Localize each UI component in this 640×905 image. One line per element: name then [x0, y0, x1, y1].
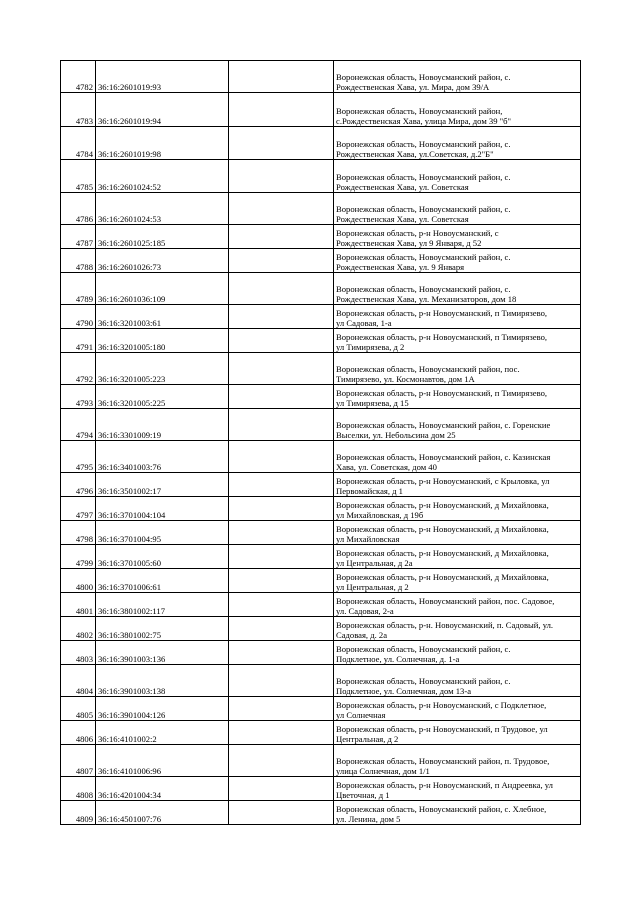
cadastral-number-cell: 36:16:4101006:96	[96, 745, 229, 777]
empty-cell	[229, 249, 334, 273]
empty-cell	[229, 697, 334, 721]
table-row	[61, 641, 581, 665]
empty-cell	[229, 593, 334, 617]
address-line: Рождественская Хава, ул. Советская	[336, 182, 469, 192]
address-line: ул Садовая, 1-а	[336, 318, 392, 328]
address-cell	[334, 409, 581, 441]
address-cell	[334, 353, 581, 385]
address-line: Воронежская область, р-н Новоусманский, с Подклетное,	[336, 700, 547, 710]
empty-cell	[229, 721, 334, 745]
table-row	[61, 745, 581, 777]
cadastral-number-cell: 36:16:3901003:138	[96, 665, 229, 697]
cadastral-number-cell: 36:16:3401003:76	[96, 441, 229, 473]
table-row	[61, 545, 581, 569]
address-line: с.Рождественская Хава, улица Мира, дом 39 "б"	[336, 116, 512, 126]
row-number-cell: 4798	[61, 521, 96, 545]
table-row	[61, 329, 581, 353]
empty-cell	[229, 617, 334, 641]
address-line: Воронежская область, р-н Новоусманский, д Михайловка,	[336, 500, 549, 510]
address-cell	[334, 273, 581, 305]
address-cell	[334, 521, 581, 545]
cadastral-number-cell: 36:16:2601026:73	[96, 249, 229, 273]
row-number-cell: 4791	[61, 329, 96, 353]
cadastral-number-cell: 36:16:3501002:17	[96, 473, 229, 497]
row-number-cell: 4787	[61, 225, 96, 249]
row-number-cell: 4783	[61, 93, 96, 127]
row-number-cell: 4802	[61, 617, 96, 641]
table-row	[61, 665, 581, 697]
row-number-cell: 4797	[61, 497, 96, 521]
address-cell	[334, 473, 581, 497]
row-number-cell: 4785	[61, 160, 96, 193]
cadastral-number-cell: 36:16:2601024:53	[96, 193, 229, 225]
cadastral-number-cell: 36:16:3201005:223	[96, 353, 229, 385]
address-line: ул Михайловская	[336, 534, 400, 544]
row-number-cell: 4807	[61, 745, 96, 777]
empty-cell	[229, 473, 334, 497]
address-line: Цветочная, д 1	[336, 790, 390, 800]
address-cell	[334, 329, 581, 353]
address-line: Воронежская область, Новоусманский район, с.	[336, 139, 511, 149]
empty-cell	[229, 545, 334, 569]
address-cell	[334, 497, 581, 521]
address-line: улица Солнечная, дом 1/1	[336, 766, 430, 776]
row-number-cell: 4789	[61, 273, 96, 305]
row-number-cell: 4786	[61, 193, 96, 225]
empty-cell	[229, 225, 334, 249]
registry-table-body	[61, 61, 581, 825]
cadastral-number-cell: 36:16:3801002:117	[96, 593, 229, 617]
address-line: Воронежская область, р-н Новоусманский, д Михайловка,	[336, 524, 549, 534]
address-line: ул Тимирязева, д 15	[336, 398, 409, 408]
cadastral-number-cell: 36:16:4501007:76	[96, 801, 229, 825]
cadastral-number-cell: 36:16:3701006:61	[96, 569, 229, 593]
address-line: Воронежская область, р-н. Новоусманский, п. Садовый, ул.	[336, 620, 554, 630]
table-row	[61, 225, 581, 249]
address-line: Воронежская область, Новоусманский район, с.	[336, 204, 511, 214]
cadastral-number-cell: 36:16:3301009:19	[96, 409, 229, 441]
cadastral-number-cell: 36:16:4101002:2	[96, 721, 229, 745]
row-number-cell: 4792	[61, 353, 96, 385]
empty-cell	[229, 385, 334, 409]
address-cell	[334, 441, 581, 473]
empty-cell	[229, 93, 334, 127]
empty-cell	[229, 521, 334, 545]
empty-cell	[229, 305, 334, 329]
address-cell	[334, 545, 581, 569]
address-line: ул Тимирязева, д 2	[336, 342, 405, 352]
address-line: Воронежская область, Новоусманский район, пос.	[336, 364, 520, 374]
table-row	[61, 160, 581, 193]
address-line: Хава, ул. Советская, дом 40	[336, 462, 437, 472]
row-number-cell: 4801	[61, 593, 96, 617]
address-line: Рождественская Хава, ул. Мира, дом 39/А	[336, 82, 490, 92]
address-cell	[334, 385, 581, 409]
empty-cell	[229, 409, 334, 441]
address-cell	[334, 305, 581, 329]
cadastral-number-cell: 36:16:2601019:98	[96, 127, 229, 160]
address-cell	[334, 93, 581, 127]
empty-cell	[229, 61, 334, 93]
address-line: Воронежская область, р-н Новоусманский, п Тимирязево,	[336, 332, 548, 342]
row-number-cell: 4784	[61, 127, 96, 160]
table-row	[61, 617, 581, 641]
table-row	[61, 521, 581, 545]
address-line: Воронежская область, р-н Новоусманский, с	[336, 228, 499, 238]
row-number-cell: 4794	[61, 409, 96, 441]
row-number-cell: 4808	[61, 777, 96, 801]
address-line: ул Михайловская, д 19б	[336, 510, 424, 520]
cadastral-number-cell: 36:16:3701004:104	[96, 497, 229, 521]
table-row	[61, 127, 581, 160]
address-line: Воронежская область, Новоусманский район, с.	[336, 284, 511, 294]
registry-table	[60, 60, 581, 825]
row-number-cell: 4805	[61, 697, 96, 721]
address-cell	[334, 127, 581, 160]
address-line: Воронежская область, Новоусманский район,	[336, 106, 503, 116]
row-number-cell: 4796	[61, 473, 96, 497]
empty-cell	[229, 193, 334, 225]
address-line: Воронежская область, Новоусманский район, с.	[336, 676, 511, 686]
cadastral-number-cell: 36:16:2601024:52	[96, 160, 229, 193]
row-number-cell: 4800	[61, 569, 96, 593]
empty-cell	[229, 441, 334, 473]
address-line: ул. Ленина, дом 5	[336, 814, 401, 824]
table-row	[61, 441, 581, 473]
table-row	[61, 249, 581, 273]
row-number-cell: 4795	[61, 441, 96, 473]
empty-cell	[229, 160, 334, 193]
row-number-cell: 4809	[61, 801, 96, 825]
cadastral-number-cell: 36:16:2601019:94	[96, 93, 229, 127]
table-row	[61, 193, 581, 225]
table-row	[61, 409, 581, 441]
empty-cell	[229, 273, 334, 305]
address-line: Воронежская область, р-н Новоусманский, д Михайловка,	[336, 548, 549, 558]
table-row	[61, 93, 581, 127]
table-row	[61, 305, 581, 329]
address-cell	[334, 617, 581, 641]
cadastral-number-cell: 36:16:3901003:136	[96, 641, 229, 665]
address-cell	[334, 801, 581, 825]
cadastral-number-cell: 36:16:2601036:109	[96, 273, 229, 305]
address-line: ул Солнечная	[336, 710, 386, 720]
address-line: Тимирязево, ул. Космонавтов, дом 1А	[336, 374, 475, 384]
address-cell	[334, 721, 581, 745]
address-line: Рождественская Хава, ул. Советская	[336, 214, 469, 224]
row-number-cell: 4788	[61, 249, 96, 273]
address-cell	[334, 249, 581, 273]
cadastral-number-cell: 36:16:4201004:34	[96, 777, 229, 801]
address-line: Воронежская область, р-н Новоусманский, п Трудовое, ул	[336, 724, 548, 734]
table-row	[61, 777, 581, 801]
table-row	[61, 593, 581, 617]
empty-cell	[229, 127, 334, 160]
row-number-cell: 4806	[61, 721, 96, 745]
address-cell	[334, 569, 581, 593]
empty-cell	[229, 569, 334, 593]
address-line: Рождественская Хава, ул. Механизаторов, дом 18	[336, 294, 517, 304]
cadastral-number-cell: 36:16:3201005:225	[96, 385, 229, 409]
address-line: Воронежская область, Новоусманский район, пос. Садовое,	[336, 596, 555, 606]
table-row	[61, 273, 581, 305]
table-row	[61, 353, 581, 385]
address-cell	[334, 641, 581, 665]
address-line: Воронежская область, Новоусманский район, с. Хлебное,	[336, 804, 547, 814]
cadastral-number-cell: 36:16:3201005:180	[96, 329, 229, 353]
empty-cell	[229, 745, 334, 777]
address-line: ул Центральная, д 2	[336, 582, 409, 592]
address-line: Центральная, д 2	[336, 734, 399, 744]
table-row	[61, 497, 581, 521]
empty-cell	[229, 353, 334, 385]
cadastral-number-cell: 36:16:3801002:75	[96, 617, 229, 641]
table-row	[61, 61, 581, 93]
address-cell	[334, 665, 581, 697]
cadastral-number-cell: 36:16:3701005:60	[96, 545, 229, 569]
address-line: Воронежская область, Новоусманский район, с.	[336, 644, 511, 654]
cadastral-number-cell: 36:16:3701004:95	[96, 521, 229, 545]
address-line: Выселки, ул. Небольсина дом 25	[336, 430, 456, 440]
table-row	[61, 697, 581, 721]
table-row	[61, 569, 581, 593]
address-line: Воронежская область, р-н Новоусманский, п Андреевка, ул	[336, 780, 553, 790]
table-row	[61, 385, 581, 409]
address-line: Воронежская область, Новоусманский район, с.	[336, 172, 511, 182]
address-cell	[334, 61, 581, 93]
address-line: Воронежская область, Новоусманский район, с. Казинская	[336, 452, 551, 462]
address-cell	[334, 593, 581, 617]
row-number-cell: 4799	[61, 545, 96, 569]
address-cell	[334, 193, 581, 225]
address-line: Воронежская область, р-н Новоусманский, д Михайловка,	[336, 572, 549, 582]
table-row	[61, 473, 581, 497]
cadastral-number-cell: 36:16:2601025:185	[96, 225, 229, 249]
row-number-cell: 4804	[61, 665, 96, 697]
address-cell	[334, 225, 581, 249]
row-number-cell: 4790	[61, 305, 96, 329]
address-line: Садовая, д. 2а	[336, 630, 388, 640]
address-line: Рождественская Хава, ул.Советская, д.2"Б"	[336, 149, 494, 159]
row-number-cell: 4803	[61, 641, 96, 665]
table-row	[61, 721, 581, 745]
empty-cell	[229, 801, 334, 825]
address-line: ул. Садовая, 2-а	[336, 606, 394, 616]
address-line: Воронежская область, р-н Новоусманский, п Тимирязево,	[336, 388, 548, 398]
empty-cell	[229, 329, 334, 353]
empty-cell	[229, 665, 334, 697]
cadastral-number-cell: 36:16:2601019:93	[96, 61, 229, 93]
empty-cell	[229, 641, 334, 665]
address-line: Воронежская область, Новоусманский район, п. Трудовое,	[336, 756, 550, 766]
address-cell	[334, 745, 581, 777]
row-number-cell: 4782	[61, 61, 96, 93]
address-line: Воронежская область, Новоусманский район, с.	[336, 252, 511, 262]
address-line: Воронежская область, р-н Новоусманский, п Тимирязево,	[336, 308, 548, 318]
address-line: Подклетное, ул. Солнечная, дом 13-а	[336, 686, 472, 696]
address-cell	[334, 160, 581, 193]
address-line: Рождественская Хава, ул. 9 Января	[336, 262, 465, 272]
address-line: ул Центральная, д 2а	[336, 558, 413, 568]
address-cell	[334, 777, 581, 801]
address-line: Воронежская область, р-н Новоусманский, с Крыловка, ул	[336, 476, 550, 486]
address-line: Первомайская, д 1	[336, 486, 403, 496]
address-line: Воронежская область, Новоусманский район, с.	[336, 72, 511, 82]
row-number-cell: 4793	[61, 385, 96, 409]
address-cell	[334, 697, 581, 721]
empty-cell	[229, 497, 334, 521]
address-line: Подклетное, ул. Солнечная, д. 1-а	[336, 654, 460, 664]
address-line: Рождественская Хава, ул 9 Января, д 52	[336, 238, 482, 248]
address-line: Воронежская область, Новоусманский район, с. Горенские	[336, 420, 551, 430]
table-row	[61, 801, 581, 825]
cadastral-number-cell: 36:16:3901004:126	[96, 697, 229, 721]
cadastral-number-cell: 36:16:3201003:61	[96, 305, 229, 329]
empty-cell	[229, 777, 334, 801]
